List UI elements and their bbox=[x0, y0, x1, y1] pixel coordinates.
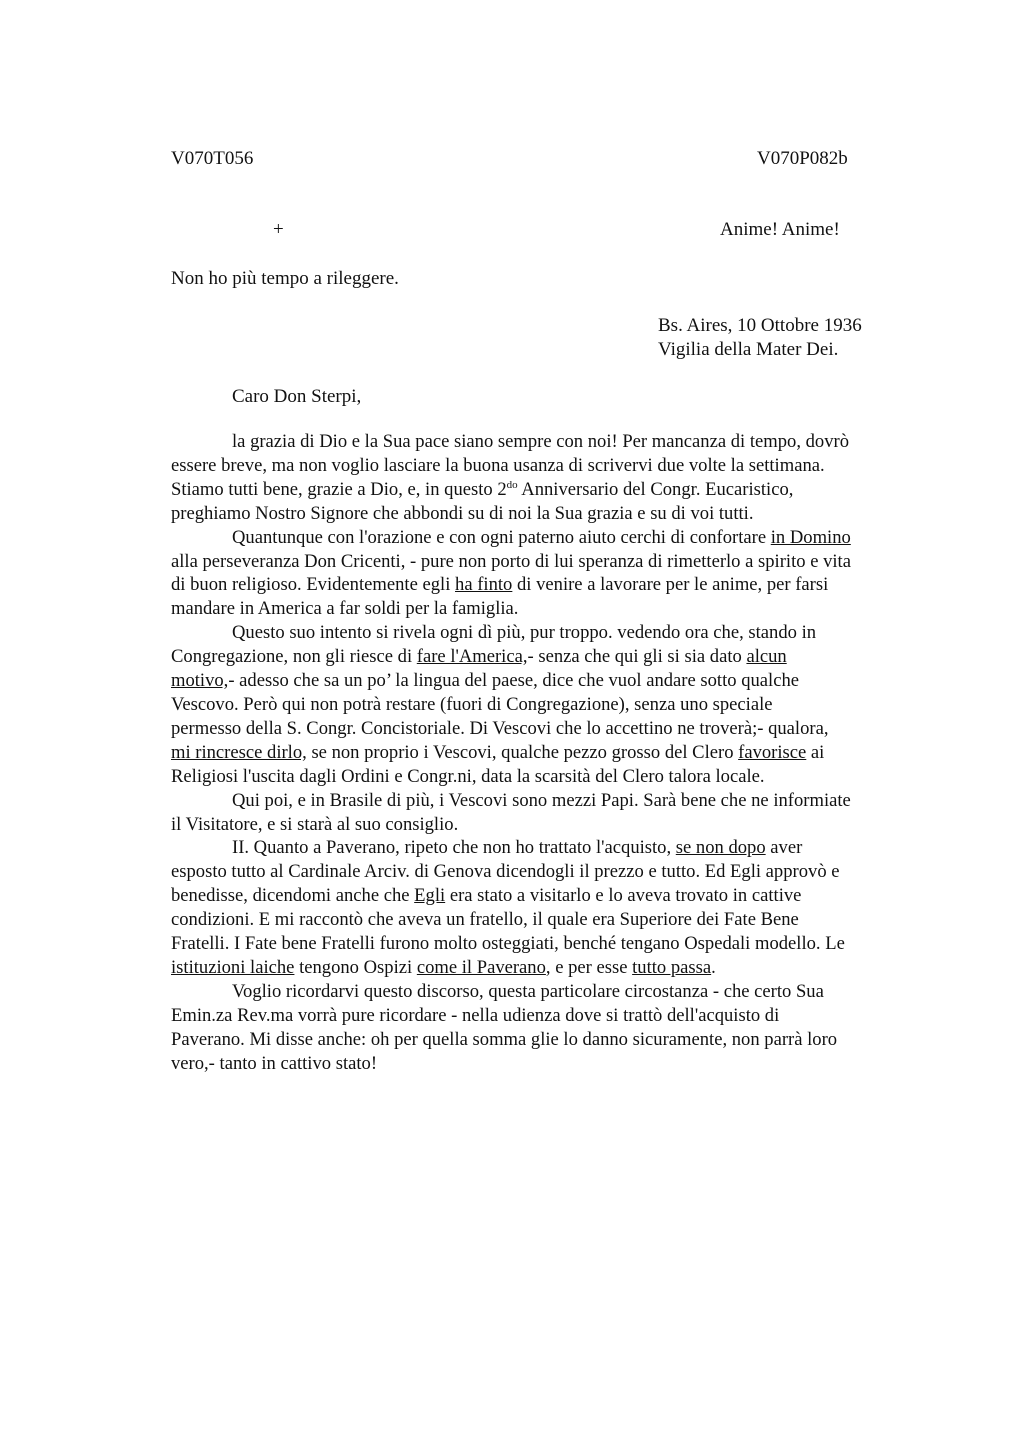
underlined-text: se non dopo bbox=[675, 837, 766, 859]
text-line: Religiosi l'uscita dagli Ordini e Congr.ni, data la scarsità del Clero talora locale. bbox=[171, 765, 765, 787]
letter-body bbox=[171, 430, 941, 1075]
underlined-text: in Domino bbox=[770, 526, 851, 548]
text-line: Qui poi, e in Brasile di più, i Vescovi sono mezzi Papi. Sarà bene che ne informiate bbox=[232, 789, 851, 811]
paragraph-2 bbox=[171, 526, 941, 622]
underlined-text: alcun bbox=[746, 646, 787, 668]
paragraph-6 bbox=[171, 980, 941, 1076]
text-line: mi rincresce dirlo, se non proprio i Vescovi, qualche pezzo grosso del Clero favorisce ai bbox=[171, 741, 825, 763]
underlined-text: come il Paverano bbox=[416, 956, 546, 978]
text-line: mandare in America a far soldi per la famiglia. bbox=[171, 598, 519, 620]
text-line: motivo,- adesso che sa un po’ la lingua del paese, dice che vuol andare sotto qualche bbox=[171, 670, 800, 692]
text-line: la grazia di Dio e la Sua pace siano sempre con noi! Per mancanza di tempo, dovrò bbox=[232, 431, 849, 452]
text-line: Congregazione, non gli riesce di fare l'America,- senza che qui gli si sia dato alcun bbox=[171, 646, 787, 668]
superscript: do bbox=[506, 478, 518, 491]
underlined-text: motivo, bbox=[171, 670, 229, 692]
motto: Anime! Anime! bbox=[720, 219, 840, 240]
underlined-text: ha finto bbox=[455, 574, 513, 596]
document-code-right: V070P082b bbox=[757, 148, 848, 169]
text-line: il Visitatore, e si starà al suo consiglio. bbox=[171, 813, 459, 835]
text-line: istituzioni laiche tengono Ospizi come il Paverano, e per esse tutto passa. bbox=[171, 956, 716, 978]
note-no-time: Non ho più tempo a rileggere. bbox=[171, 268, 399, 289]
paragraph-3 bbox=[171, 621, 941, 788]
text-line: esposto tutto al Cardinale Arciv. di Genova dicendogli il prezzo e tutto. Ed Egli approvò e bbox=[171, 861, 840, 883]
text-line: Paverano. Mi disse anche: oh per quella somma glie lo danno sicuramente, non parrà loro bbox=[171, 1028, 838, 1050]
paragraph-5 bbox=[171, 836, 941, 979]
place-date-line1: Bs. Aires, 10 Ottobre 1936 bbox=[658, 315, 862, 336]
paragraph-1 bbox=[171, 430, 941, 526]
place-date-line2: Vigilia della Mater Dei. bbox=[658, 339, 839, 360]
paragraph-4 bbox=[171, 789, 941, 837]
text-line: condizioni. E mi raccontò che aveva un fratello, il quale era Superiore dei Fate Bene bbox=[171, 909, 799, 931]
text-line: II. Quanto a Paverano, ripeto che non ho trattato l'acquisto, se non dopo aver bbox=[232, 837, 803, 859]
text-line: Stiamo tutti bene, grazie a Dio, e, in questo $2^{do}$ Anniversario del Congr. Eucaristico, bbox=[171, 478, 794, 500]
text-line: di buon religioso. Evidentemente egli ha finto di venire a lavorare per le anime, per farsi bbox=[171, 574, 829, 596]
text-line: permesso della S. Congr. Concistoriale. Di Vescovi che lo accettino ne troverà;- qualora, bbox=[171, 717, 829, 739]
text-line: Voglio ricordarvi questo discorso, questa particolare circostanza - che certo Sua bbox=[232, 980, 824, 1002]
underlined-text: favorisce bbox=[738, 741, 807, 763]
text-line: preghiamo Nostro Signore che abbondi su di noi la Sua grazia e su di voi tutti. bbox=[171, 502, 754, 524]
text-line: Quantunque con l'orazione e con ogni paterno aiuto cerchi di confortare in Domino bbox=[232, 526, 851, 548]
underlined-text: Egli bbox=[414, 885, 446, 907]
underlined-text: mi rincresce dirlo, bbox=[171, 741, 307, 763]
salutation: Caro Don Sterpi, bbox=[232, 386, 362, 407]
text-line: benedisse, dicendomi anche che Egli era stato a visitarlo e lo aveva trovato in cattive bbox=[171, 885, 802, 907]
text-line: alla perseveranza Don Cricenti, - pure non porto di lui speranza di rimetterlo a spirito e vita bbox=[171, 550, 851, 572]
text-line: vero,- tanto in cattivo stato! bbox=[171, 1052, 378, 1074]
text-line: Vescovo. Però qui non potrà restare (fuori di Congregazione), senza uno speciale bbox=[171, 693, 773, 715]
text-line: Questo suo intento si rivela ogni dì più, pur troppo. vedendo ora che, stando in bbox=[232, 622, 817, 644]
text-line: essere breve, ma non voglio lasciare la buona usanza di scrivervi due volte la settimana. bbox=[171, 454, 825, 476]
text-line: Fratelli. I Fate bene Fratelli furono molto osteggiati, benché tengano Ospedali modello. Le bbox=[171, 933, 845, 955]
document-code-left: V070T056 bbox=[171, 148, 254, 169]
text-line: Emin.za Rev.ma vorrà pure ricordare - nella udienza dove si trattò dell'acquisto di bbox=[171, 1004, 780, 1026]
underlined-text: istituzioni laiche bbox=[171, 956, 295, 978]
cross-symbol: + bbox=[273, 219, 284, 240]
underlined-text: tutto passa bbox=[632, 956, 712, 978]
underlined-text: fare l'America, bbox=[416, 646, 528, 668]
